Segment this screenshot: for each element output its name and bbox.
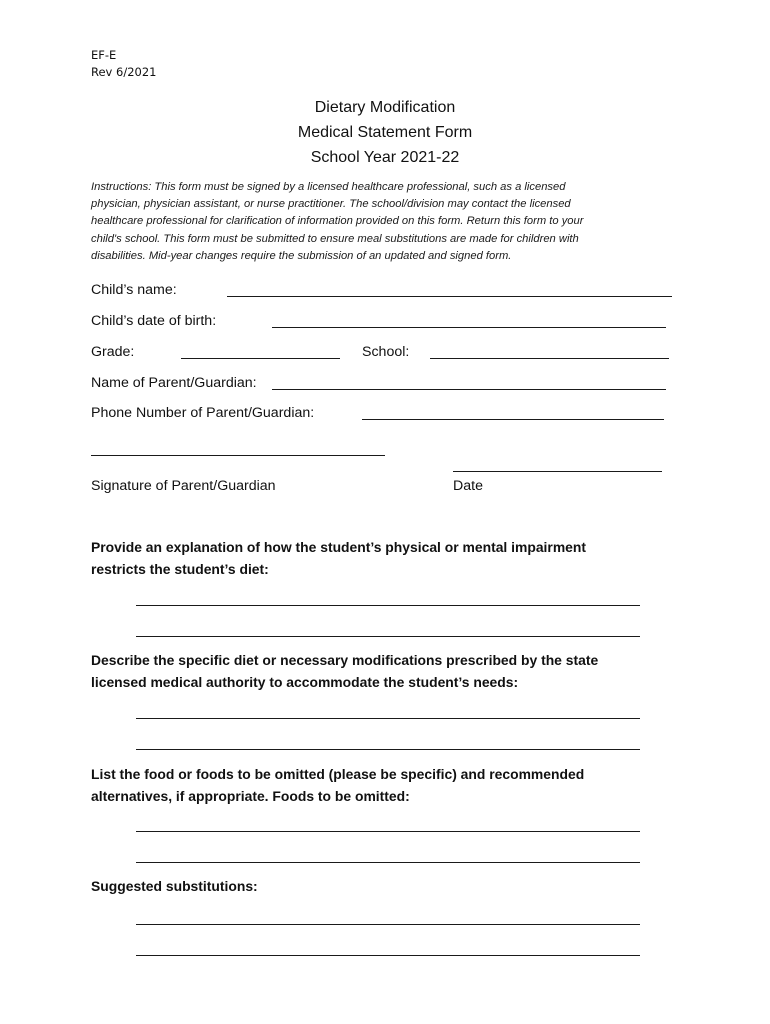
impairment-answer-line-2[interactable] bbox=[136, 636, 640, 637]
form-code: EF-E bbox=[91, 48, 117, 62]
diet-heading-line-2: licensed medical authority to accommodate the student’s needs: bbox=[91, 674, 519, 690]
childs-name-field[interactable] bbox=[227, 296, 672, 297]
grade-field[interactable] bbox=[181, 358, 340, 359]
impairment-heading-line-1: Provide an explanation of how the student’s physical or mental impairment bbox=[91, 539, 587, 555]
instructions-line-5: disabilities. Mid-year changes require the submission of an updated and signed form. bbox=[91, 249, 512, 262]
impairment-heading bbox=[91, 536, 586, 580]
school-label: School: bbox=[362, 344, 410, 360]
childs-dob-field[interactable] bbox=[272, 327, 666, 328]
parent-phone-label: Phone Number of Parent/Guardian: bbox=[91, 405, 315, 421]
school-field[interactable] bbox=[430, 358, 669, 359]
parent-name-field[interactable] bbox=[272, 389, 666, 390]
impairment-heading-line-2: restricts the student’s diet: bbox=[91, 561, 269, 577]
diet-answer-line-2[interactable] bbox=[136, 749, 640, 750]
instructions-line-1: Instructions: This form must be signed by a licensed healthcare professional, such as a licensed bbox=[91, 181, 566, 193]
parent-phone-field[interactable] bbox=[362, 419, 664, 420]
childs-dob-label: Child’s date of birth: bbox=[91, 313, 217, 329]
grade-label: Grade: bbox=[91, 344, 135, 360]
omitted-foods-heading-line-2: alternatives, if appropriate. Foods to be omitted: bbox=[91, 788, 410, 804]
parent-name-label: Name of Parent/Guardian: bbox=[91, 375, 257, 391]
instructions bbox=[91, 179, 676, 265]
parent-signature-field[interactable] bbox=[91, 455, 385, 456]
diet-heading bbox=[91, 649, 598, 693]
signature-date-field[interactable] bbox=[453, 471, 662, 472]
diet-answer-line-1[interactable] bbox=[136, 718, 640, 719]
impairment-answer-line-1[interactable] bbox=[136, 605, 640, 606]
omitted-foods-heading-line-1: List the food or foods to be omitted (please be specific) and recommended bbox=[91, 766, 585, 782]
childs-name-label: Child’s name: bbox=[91, 282, 177, 298]
omitted-foods-heading bbox=[91, 763, 584, 807]
parent-signature-label: Signature of Parent/Guardian bbox=[91, 478, 276, 494]
instructions-line-4: child's school. This form must be submitted to ensure meal substitutions are made for children with bbox=[91, 232, 579, 245]
diet-heading-line-1: Describe the specific diet or necessary modifications prescribed by the state bbox=[91, 652, 599, 668]
omitted-foods-answer-line-2[interactable] bbox=[136, 862, 640, 863]
form-title-line-3: School Year 2021-22 bbox=[310, 149, 460, 166]
instructions-line-3: healthcare professional for clarification of information provided on this form. Return this form to your bbox=[91, 215, 584, 228]
substitutions-heading: Suggested substitutions: bbox=[91, 878, 258, 894]
substitutions-answer-line-1[interactable] bbox=[136, 924, 640, 925]
signature-date-label: Date bbox=[453, 478, 483, 494]
substitutions-answer-line-2[interactable] bbox=[136, 955, 640, 956]
omitted-foods-answer-line-1[interactable] bbox=[136, 831, 640, 832]
instructions-line-2: physician, physician assistant, or nurse practitioner. The school/division may contact the licensed bbox=[91, 198, 571, 211]
form-title-line-2: Medical Statement Form bbox=[297, 124, 473, 141]
form-title-line-1: Dietary Modification bbox=[314, 99, 456, 116]
revision-date: Rev 6/2021 bbox=[91, 65, 157, 79]
